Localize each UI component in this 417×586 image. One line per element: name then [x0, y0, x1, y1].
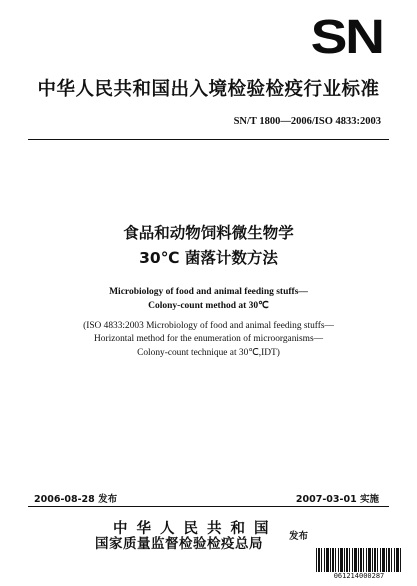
- title-en-line2: Colony-count method at 30℃: [148, 301, 269, 311]
- issue-label: 发布: [289, 531, 309, 542]
- adoption-line2: Horizontal method for the enumeration of microorganisms—: [94, 334, 323, 344]
- issuer-country: 中华人民共和国: [113, 521, 278, 537]
- standard-number: SN/T 1800—2006/ISO 4833:2003: [233, 116, 381, 127]
- barcode-image: [316, 548, 402, 572]
- barcode-number: 061214000287: [333, 572, 385, 580]
- issuer-agency: 国家质量监督检验检疫总局: [95, 536, 263, 552]
- implementation-date: 2007-03-01 实施: [295, 494, 379, 505]
- standard-category-title: 中华人民共和国出入境检验检疫行业标准: [37, 79, 380, 100]
- adoption-line3: Colony-count technique at 30℃,IDT): [137, 348, 280, 358]
- title-cn-line2: 30℃ 菌落计数方法: [139, 249, 278, 267]
- bottom-divider: [28, 506, 389, 507]
- title-cn-line1: 食品和动物饲料微生物学: [123, 224, 294, 242]
- adoption-line1: (ISO 4833:2003 Microbiology of food and animal feeding stuffs—: [83, 321, 334, 331]
- sn-logo: SN: [310, 11, 383, 64]
- title-en-line1: Microbiology of food and animal feeding stuffs—: [109, 287, 308, 297]
- top-divider: [28, 139, 389, 140]
- issue-date: 2006-08-28 发布: [34, 494, 118, 505]
